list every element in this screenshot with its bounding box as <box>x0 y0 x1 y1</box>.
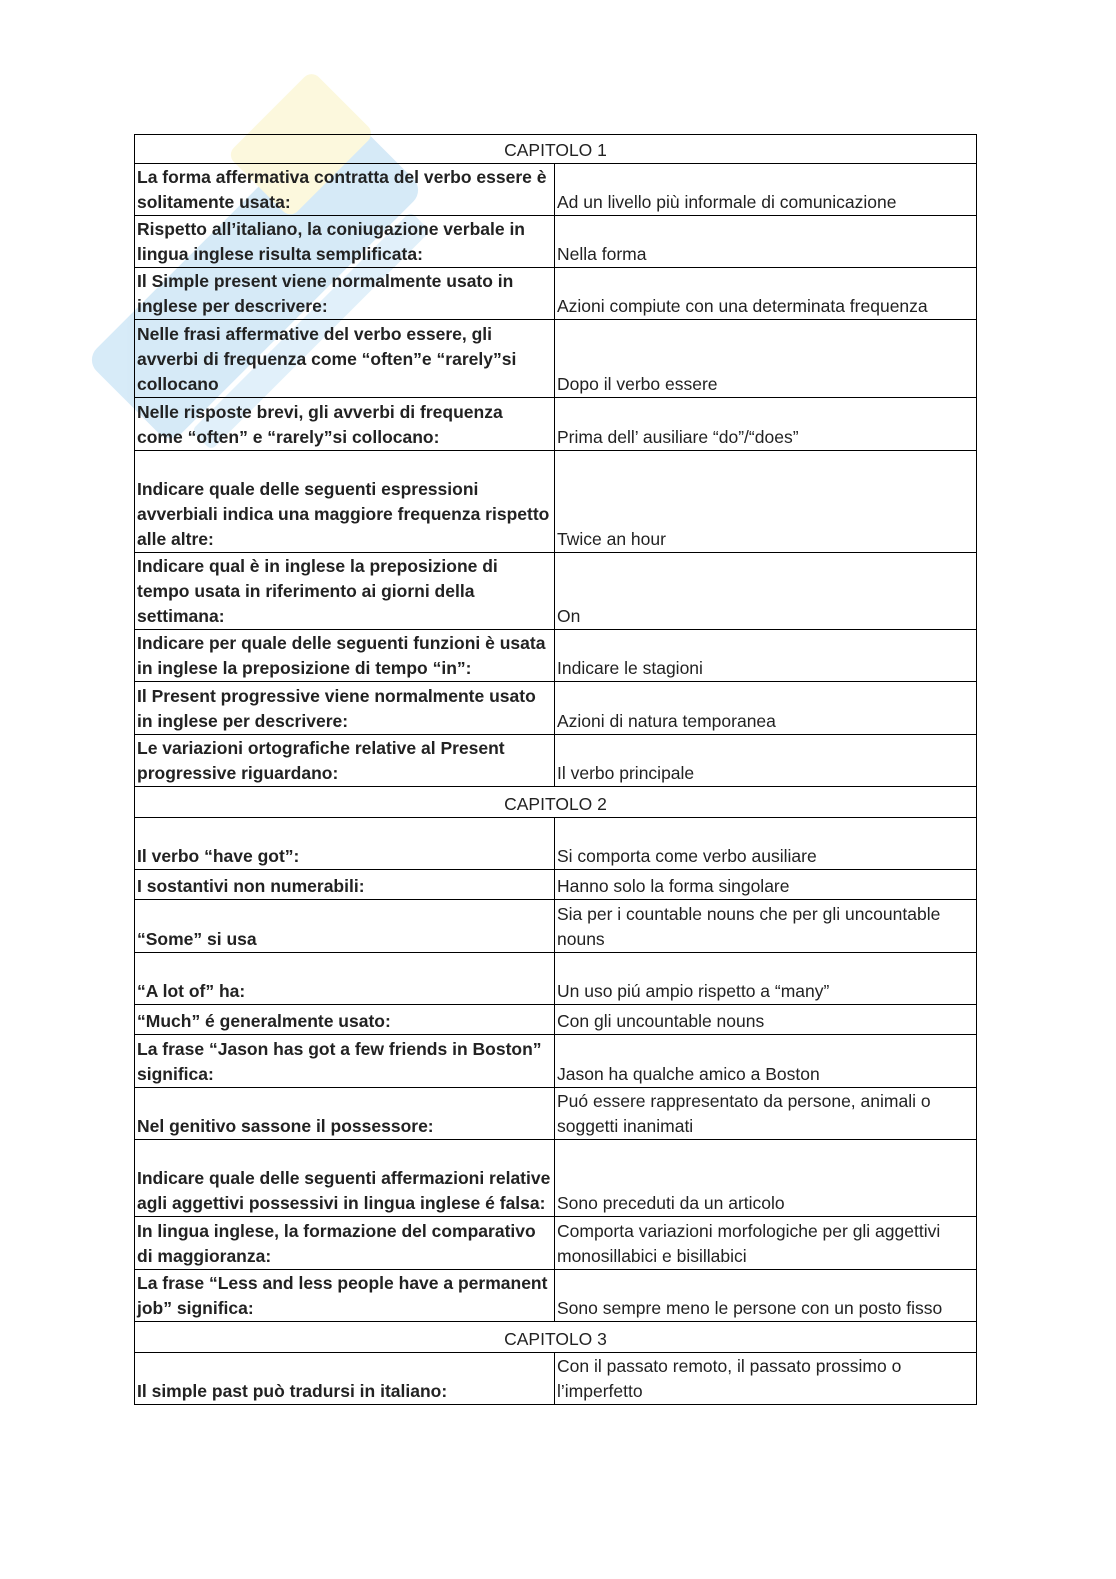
chapter-title: CAPITOLO 3 <box>135 1322 977 1353</box>
question-cell: Indicare quale delle seguenti espressioni avverbiali indica una maggiore frequenza rispetto alle altre: <box>135 451 555 553</box>
answer-cell: Il verbo principale <box>555 735 977 787</box>
table-row <box>135 1217 977 1270</box>
table-row <box>135 216 977 268</box>
answer-cell: Prima dell’ ausiliare “do”/“does” <box>555 398 977 451</box>
question-cell: Nelle frasi affermative del verbo essere, gli avverbi di frequenza come “often”e “rarely”si collocano <box>135 320 555 398</box>
question-cell: In lingua inglese, la formazione del comparativo di maggioranza: <box>135 1217 555 1270</box>
table-row <box>135 1270 977 1322</box>
answer-cell: On <box>555 553 977 630</box>
answer-cell: Jason ha qualche amico a Boston <box>555 1035 977 1088</box>
answer-cell: Sono sempre meno le persone con un posto fisso <box>555 1270 977 1322</box>
question-cell: Il verbo “have got”: <box>135 818 555 870</box>
question-cell: “Much” é generalmente usato: <box>135 1005 555 1035</box>
answer-cell: Ad un livello più informale di comunicazione <box>555 164 977 216</box>
chapter-row-2 <box>135 787 977 818</box>
chapter-title: CAPITOLO 1 <box>135 135 977 164</box>
table-row <box>135 398 977 451</box>
table-row <box>135 320 977 398</box>
question-cell: La forma affermativa contratta del verbo essere è solitamente usata: <box>135 164 555 216</box>
answer-cell: Nella forma <box>555 216 977 268</box>
answer-cell: Sia per i countable nouns che per gli uncountable nouns <box>555 900 977 953</box>
answer-cell: Puó essere rappresentato da persone, animali o soggetti inanimati <box>555 1088 977 1140</box>
answer-cell: Con gli uncountable nouns <box>555 1005 977 1035</box>
question-cell: Il simple past può tradursi in italiano: <box>135 1353 555 1405</box>
answer-cell: Sono preceduti da un articolo <box>555 1140 977 1217</box>
question-cell: Indicare per quale delle seguenti funzioni è usata in inglese la preposizione di tempo “in”: <box>135 630 555 682</box>
table-row <box>135 735 977 787</box>
chapter-title: CAPITOLO 2 <box>135 787 977 818</box>
table-row <box>135 451 977 553</box>
question-cell: Indicare quale delle seguenti affermazioni relative agli aggettivi possessivi in lingua inglese é falsa: <box>135 1140 555 1217</box>
table-row <box>135 953 977 1005</box>
table-row <box>135 1005 977 1035</box>
answer-cell: Twice an hour <box>555 451 977 553</box>
question-cell: Il Present progressive viene normalmente usato in inglese per descrivere: <box>135 682 555 735</box>
table-row <box>135 818 977 870</box>
table-row <box>135 682 977 735</box>
table-row <box>135 630 977 682</box>
question-cell: Indicare qual è in inglese la preposizione di tempo usata in riferimento ai giorni della settimana: <box>135 553 555 630</box>
question-cell: I sostantivi non numerabili: <box>135 870 555 900</box>
question-cell: “Some” si usa <box>135 900 555 953</box>
answer-cell: Si comporta come verbo ausiliare <box>555 818 977 870</box>
question-cell: Il Simple present viene normalmente usato in inglese per descrivere: <box>135 268 555 320</box>
question-cell: Nelle risposte brevi, gli avverbi di frequenza come “often” e “rarely”si collocano: <box>135 398 555 451</box>
question-cell: La frase “Jason has got a few friends in Boston” significa: <box>135 1035 555 1088</box>
table-row <box>135 1353 977 1405</box>
table-row <box>135 553 977 630</box>
answer-cell: Azioni compiute con una determinata frequenza <box>555 268 977 320</box>
answer-cell: Hanno solo la forma singolare <box>555 870 977 900</box>
table-row <box>135 268 977 320</box>
answer-cell: Dopo il verbo essere <box>555 320 977 398</box>
answer-cell: Azioni di natura temporanea <box>555 682 977 735</box>
qa-table <box>134 134 977 1405</box>
question-cell: Rispetto all’italiano, la coniugazione verbale in lingua inglese risulta semplificata: <box>135 216 555 268</box>
table-row <box>135 164 977 216</box>
answer-cell: Indicare le stagioni <box>555 630 977 682</box>
table-row <box>135 1140 977 1217</box>
answer-cell: Un uso piú ampio rispetto a “many” <box>555 953 977 1005</box>
question-cell: Le variazioni ortografiche relative al Present progressive riguardano: <box>135 735 555 787</box>
table-row <box>135 900 977 953</box>
chapter-row-1 <box>135 135 977 164</box>
question-cell: “A lot of” ha: <box>135 953 555 1005</box>
chapter-row-3 <box>135 1322 977 1353</box>
table-row <box>135 1035 977 1088</box>
table-row <box>135 870 977 900</box>
table-row <box>135 1088 977 1140</box>
question-cell: La frase “Less and less people have a permanent job” significa: <box>135 1270 555 1322</box>
answer-cell: Con il passato remoto, il passato prossimo o l’imperfetto <box>555 1353 977 1405</box>
answer-cell: Comporta variazioni morfologiche per gli aggettivi monosillabici e bisillabici <box>555 1217 977 1270</box>
question-cell: Nel genitivo sassone il possessore: <box>135 1088 555 1140</box>
